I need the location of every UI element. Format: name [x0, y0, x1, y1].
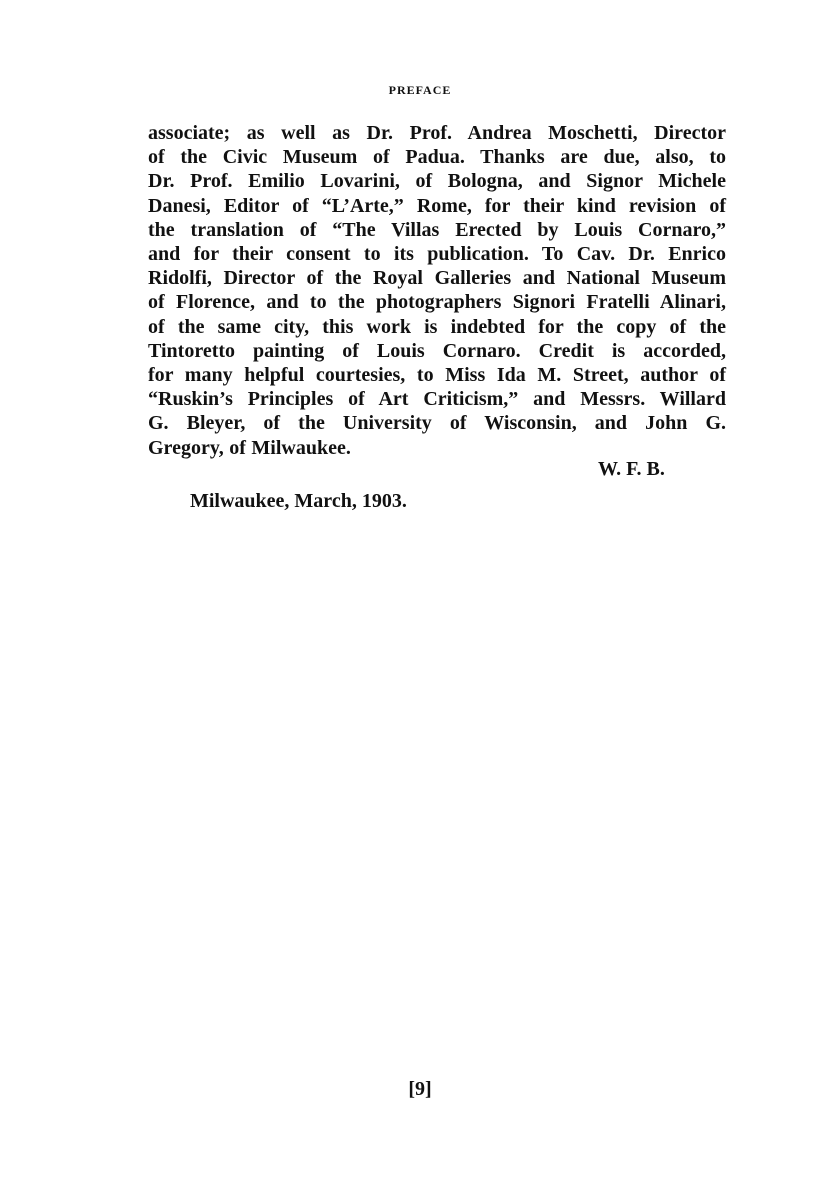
paragraph-line: associate; as well as Dr. Prof. Andrea Moschetti, Director — [148, 122, 726, 144]
running-head: PREFACE — [388, 83, 452, 97]
paragraph-line: “Ruskin’s Principles of Art Criticism,” and Messrs. Willard — [148, 388, 726, 411]
paragraph-line: for many helpful courtesies, to Miss Ida M. Street, author of — [148, 364, 726, 387]
paragraph-line: Tintoretto painting of Louis Cornaro. Credit is accorded, — [148, 339, 726, 362]
paragraph-line: of the Civic Museum of Padua. Thanks are due, also, to — [148, 146, 726, 169]
paragraph-line: Ridolfi, Director of the Royal Galleries and National Museum — [148, 267, 726, 290]
paragraph-line: Dr. Prof. Emilio Lovarini, of Bologna, and Signor Michele — [148, 170, 726, 193]
paragraph-line: Gregory, of Milwaukee. — [148, 436, 351, 459]
paragraph-line: of Florence, and to the photographers Signori Fratelli Alinari, — [148, 291, 726, 314]
page-number: [9] — [408, 1078, 432, 1100]
paragraph-line: the translation of “The Villas Erected by Louis Cornaro,” — [148, 218, 726, 241]
paragraph-line: of the same city, this work is indebted for the copy of the — [148, 315, 726, 338]
preface-body-paragraph — [148, 121, 726, 460]
paragraph-line: and for their consent to its publication. To Cav. Dr. Enrico — [148, 243, 726, 266]
place-date-line: Milwaukee, March, 1903. — [190, 490, 407, 512]
paragraph-line: G. Bleyer, of the University of Wisconsin, and John G. — [148, 412, 726, 435]
paragraph-line: Danesi, Editor of “L’Arte,” Rome, for their kind revision of — [148, 194, 726, 217]
author-initials-signature: W. F. B. — [598, 458, 665, 480]
